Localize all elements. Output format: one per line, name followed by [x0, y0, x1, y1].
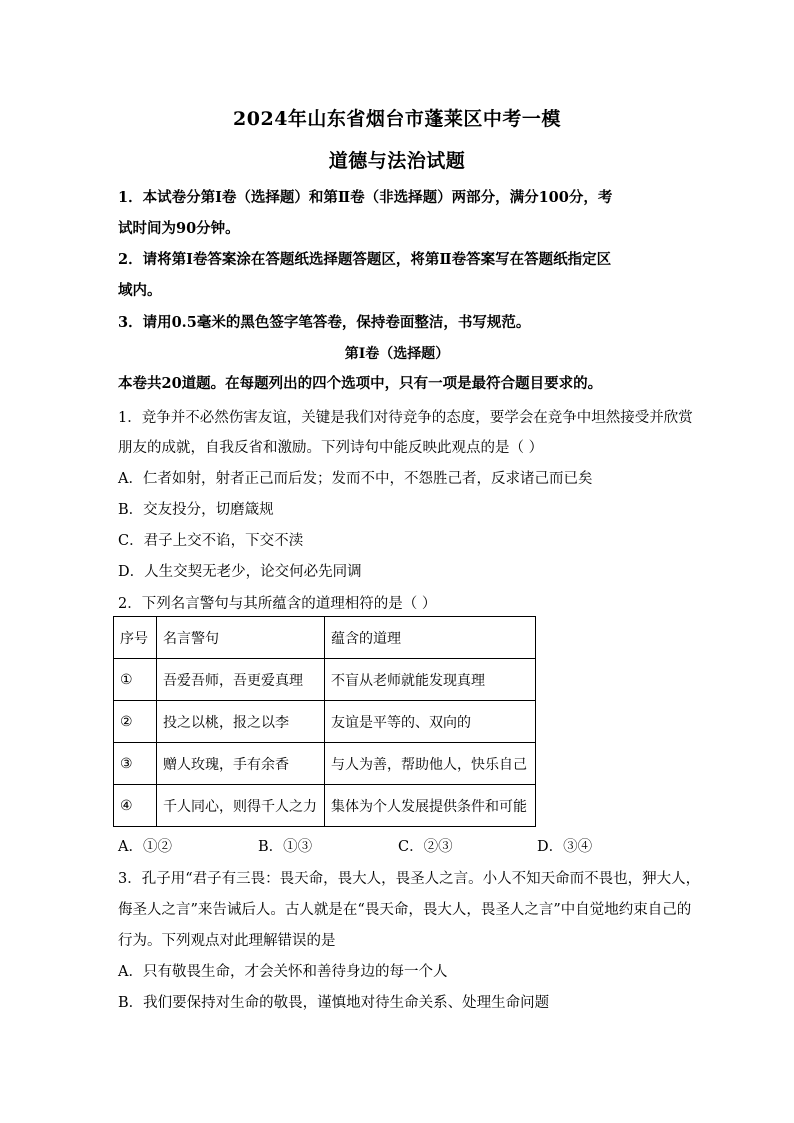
table-row [114, 785, 536, 827]
q2-option-a: A．①② [118, 839, 172, 855]
q1-option-b: B．交友投分，切磨箴规 [118, 502, 274, 518]
table-cell: ① [114, 659, 157, 701]
q2-option-b: B．①③ [258, 839, 313, 855]
q2-table [113, 616, 536, 827]
exam-subtitle: 道德与法治试题 [328, 150, 466, 172]
q1-option-d: D．人生交契无老少，论交何必先同调 [118, 564, 362, 580]
table-cell: ② [114, 701, 157, 743]
q1-option-a: A．仁者如射，射者正己而后发；发而不中，不怨胜己者，反求诸己而已矣 [118, 471, 593, 487]
q2-stem: 2．下列名言警句与其所蕴含的道理相符的是（ ） [118, 596, 437, 612]
table-cell: 友谊是平等的、双向的 [325, 701, 536, 743]
q3-option-a: A．只有敬畏生命，才会关怀和善待身边的每一个人 [118, 964, 448, 980]
table-row [114, 743, 536, 785]
instruction-line: 试时间为90分钟。 [118, 220, 240, 237]
instruction-line: 3．请用0.5毫米的黑色签字笔答卷，保持卷面整洁，书写规范。 [118, 314, 531, 331]
table-cell: 赠人玫瑰，手有余香 [157, 743, 325, 785]
table-cell: 集体为个人发展提供条件和可能 [325, 785, 536, 827]
table-cell: ③ [114, 743, 157, 785]
table-row [114, 659, 536, 701]
q1-stem-line: 朋友的成就，自我反省和激励。下列诗句中能反映此观点的是（ ） [118, 440, 544, 456]
q1-option-c: C．君子上交不谄，下交不渎 [118, 533, 304, 549]
table-cell: 投之以桃，报之以李 [157, 701, 325, 743]
table-header-cell: 序号 [114, 617, 157, 659]
table-header-row [114, 617, 536, 659]
table-cell: 吾爱吾师，吾更爱真理 [157, 659, 325, 701]
section-title: 第Ⅰ卷（选择题） [344, 346, 450, 362]
instruction-line: 域内。 [118, 282, 162, 299]
q2-option-c: C．②③ [398, 839, 453, 855]
q3-stem-line: 行为。下列观点对此理解错误的是 [118, 933, 336, 949]
q1-stem-line: 1．竞争并不必然伤害友谊，关键是我们对待竞争的态度，要学会在竞争中坦然接受并欣赏 [118, 410, 693, 426]
table-cell: 不盲从老师就能发现真理 [325, 659, 536, 701]
table-cell: ④ [114, 785, 157, 827]
table-row [114, 701, 536, 743]
q2-option-d: D．③④ [537, 839, 593, 855]
q3-option-b: B．我们要保持对生命的敬畏，谨慎地对待生命关系、处理生命问题 [118, 995, 550, 1011]
table-header-cell: 名言警句 [157, 617, 325, 659]
exam-title: 2024年山东省烟台市蓬莱区中考一模 [233, 108, 561, 130]
q3-stem-line: 侮圣人之言”来告诫后人。古人就是在“畏天命，畏大人，畏圣人之言”中自觉地约束自己的 [118, 902, 692, 918]
table-header-cell: 蕴含的道理 [325, 617, 536, 659]
q3-stem-line: 3．孔子用“君子有三畏：畏天命，畏大人，畏圣人之言。小人不知天命而不畏也，狎大人， [118, 871, 701, 887]
instruction-line: 2．请将第Ⅰ卷答案涂在答题纸选择题答题区，将第Ⅱ卷答案写在答题纸指定区 [118, 251, 612, 268]
table-cell: 与人为善，帮助他人，快乐自己 [325, 743, 536, 785]
instruction-line: 1．本试卷分第Ⅰ卷（选择题）和第Ⅱ卷（非选择题）两部分，满分100分，考 [118, 189, 613, 206]
section-intro: 本卷共20道题。在每题列出的四个选项中，只有一项是最符合题目要求的。 [118, 375, 603, 392]
table-cell: 千人同心，则得千人之力 [157, 785, 325, 827]
